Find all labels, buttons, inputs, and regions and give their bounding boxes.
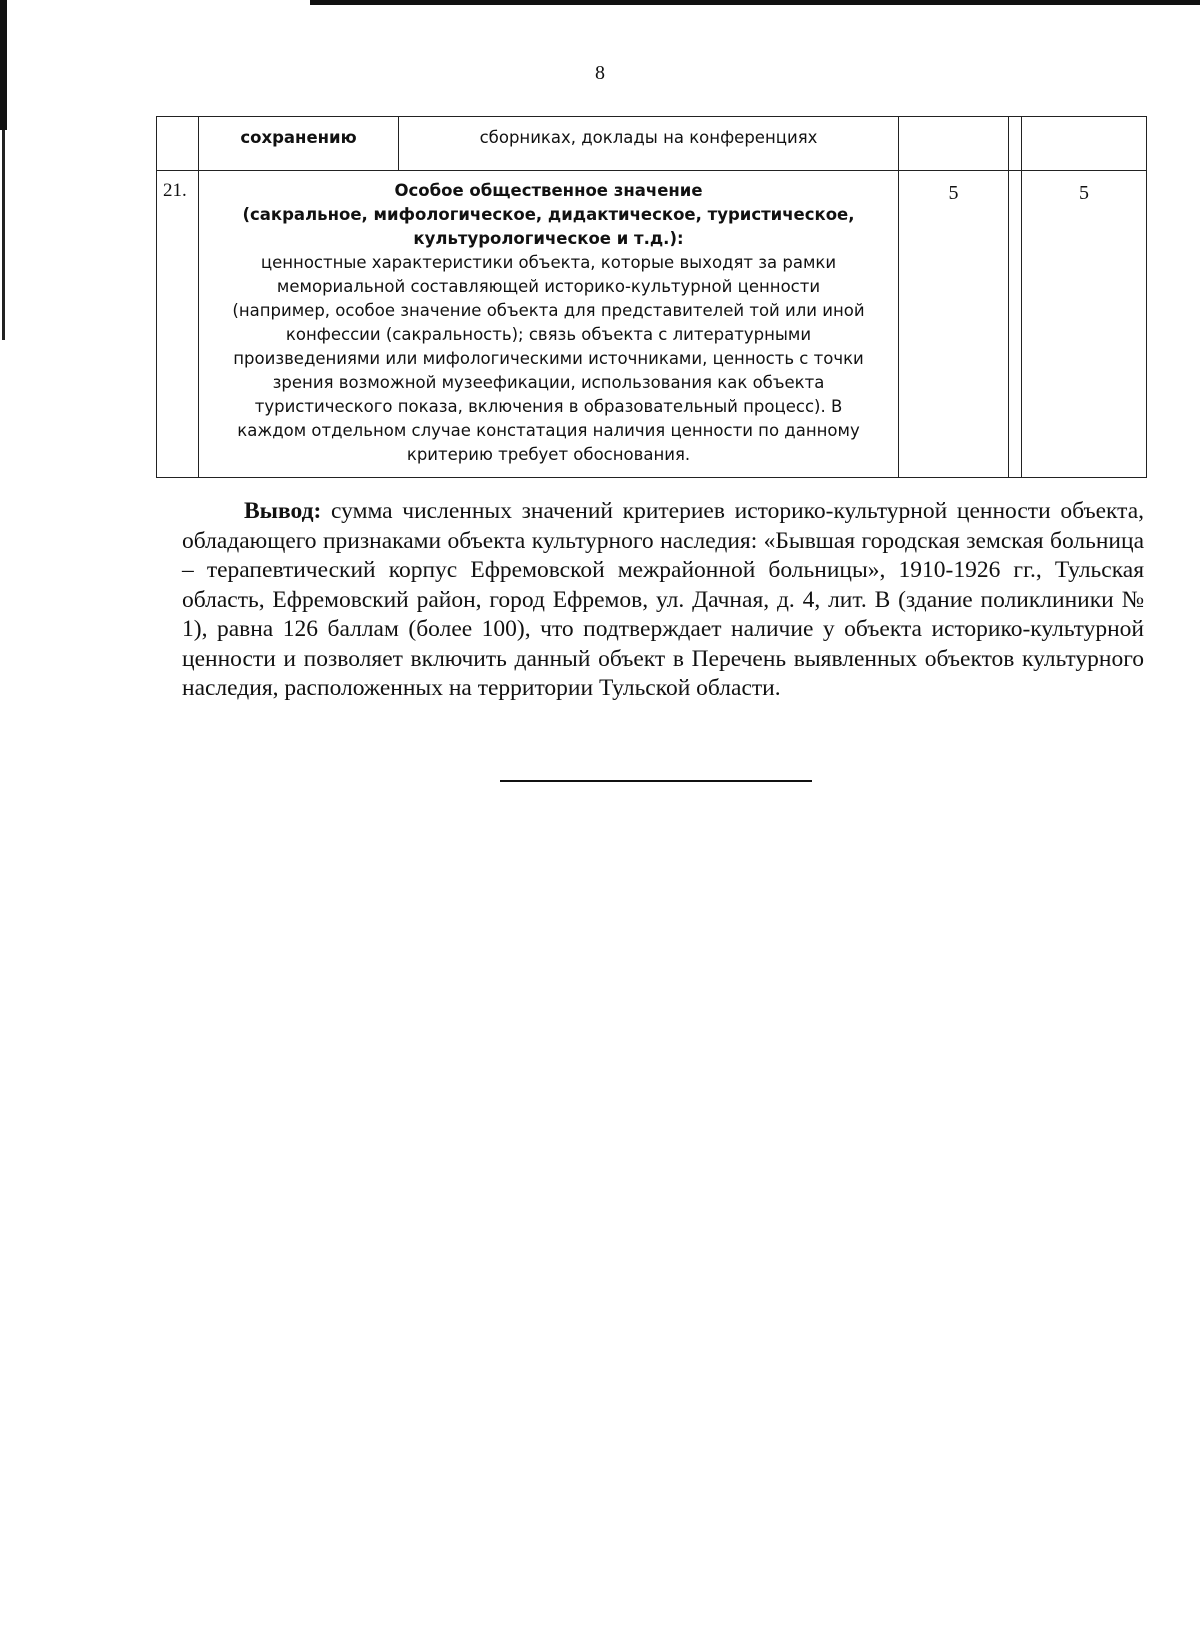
criterion-description-line: критерию требует обоснования.: [406, 445, 691, 464]
end-divider: [500, 780, 812, 782]
criterion-description-line: мемориальной составляющей историко-культурной ценности: [276, 277, 821, 296]
row-number-cell: 21.: [157, 171, 199, 478]
conclusion-lead: Вывод:: [244, 498, 322, 524]
conclusion-paragraph: [182, 497, 1144, 704]
criterion-merged-cell: [199, 171, 899, 478]
conclusion-text: сумма численных значений критериев историко-культурной ценности объекта, обладающего признаками объекта культурного наследия: «Бывшая городская земская больница – терапевтический корпус Ефремовской межрайонной больницы», 1910-1926 гг., Тульская область, Ефремовский район, город Ефремов, ул. Дачная, д. 4, лит. В (здание поликлиники № 1), равна 126 баллам (более 100), что подтверждает наличие у объекта историко-культурной ценности и позволяет включить данный объект в Перечень выявленных объектов культурного наследия, расположенных на территории Тульской области.: [182, 498, 1144, 701]
spacer-cell: [1009, 117, 1022, 171]
criterion-description-line: зрения возможной музеефикации, использования как объекта: [272, 373, 825, 392]
row-number-cell: [157, 117, 199, 171]
criterion-title-line: культурологическое и т.д.):: [413, 229, 684, 248]
criterion-description-cell: сборниках, доклады на конференциях: [399, 117, 899, 171]
criterion-description-line: (например, особое значение объекта для представителей той или иной: [232, 301, 865, 320]
scan-border-left-lower: [2, 130, 5, 340]
criterion-description-line: конфессии (сакральность); связь объекта с литературными: [285, 325, 812, 344]
score-max-cell: 5: [899, 171, 1009, 478]
criterion-description-line: туристического показа, включения в образовательный процесс). В: [254, 397, 843, 416]
score-max-cell: [899, 117, 1009, 171]
criterion-description-line: произведениями или мифологическими источниками, ценность с точки: [233, 349, 864, 368]
table-row-continued: [157, 117, 1147, 171]
criterion-name-cell: сохранению: [199, 117, 399, 171]
page-number: 8: [595, 62, 605, 84]
table-row-21: [157, 171, 1147, 478]
criterion-title-line: (сакральное, мифологическое, дидактическое, туристическое,: [242, 205, 855, 224]
criterion-title-line: Особое общественное значение: [394, 181, 703, 200]
criterion-description-line: каждом отдельном случае констатация наличия ценности по данному: [237, 421, 860, 440]
criteria-table: [156, 116, 1147, 478]
score-actual-cell: [1022, 117, 1147, 171]
criterion-title: [209, 179, 888, 251]
scan-border-top: [310, 0, 1200, 5]
criterion-description: [209, 251, 888, 467]
spacer-cell: [1009, 171, 1022, 478]
criterion-description-line: ценностные характеристики объекта, которые выходят за рамки: [260, 253, 837, 272]
score-actual-cell: 5: [1022, 171, 1147, 478]
